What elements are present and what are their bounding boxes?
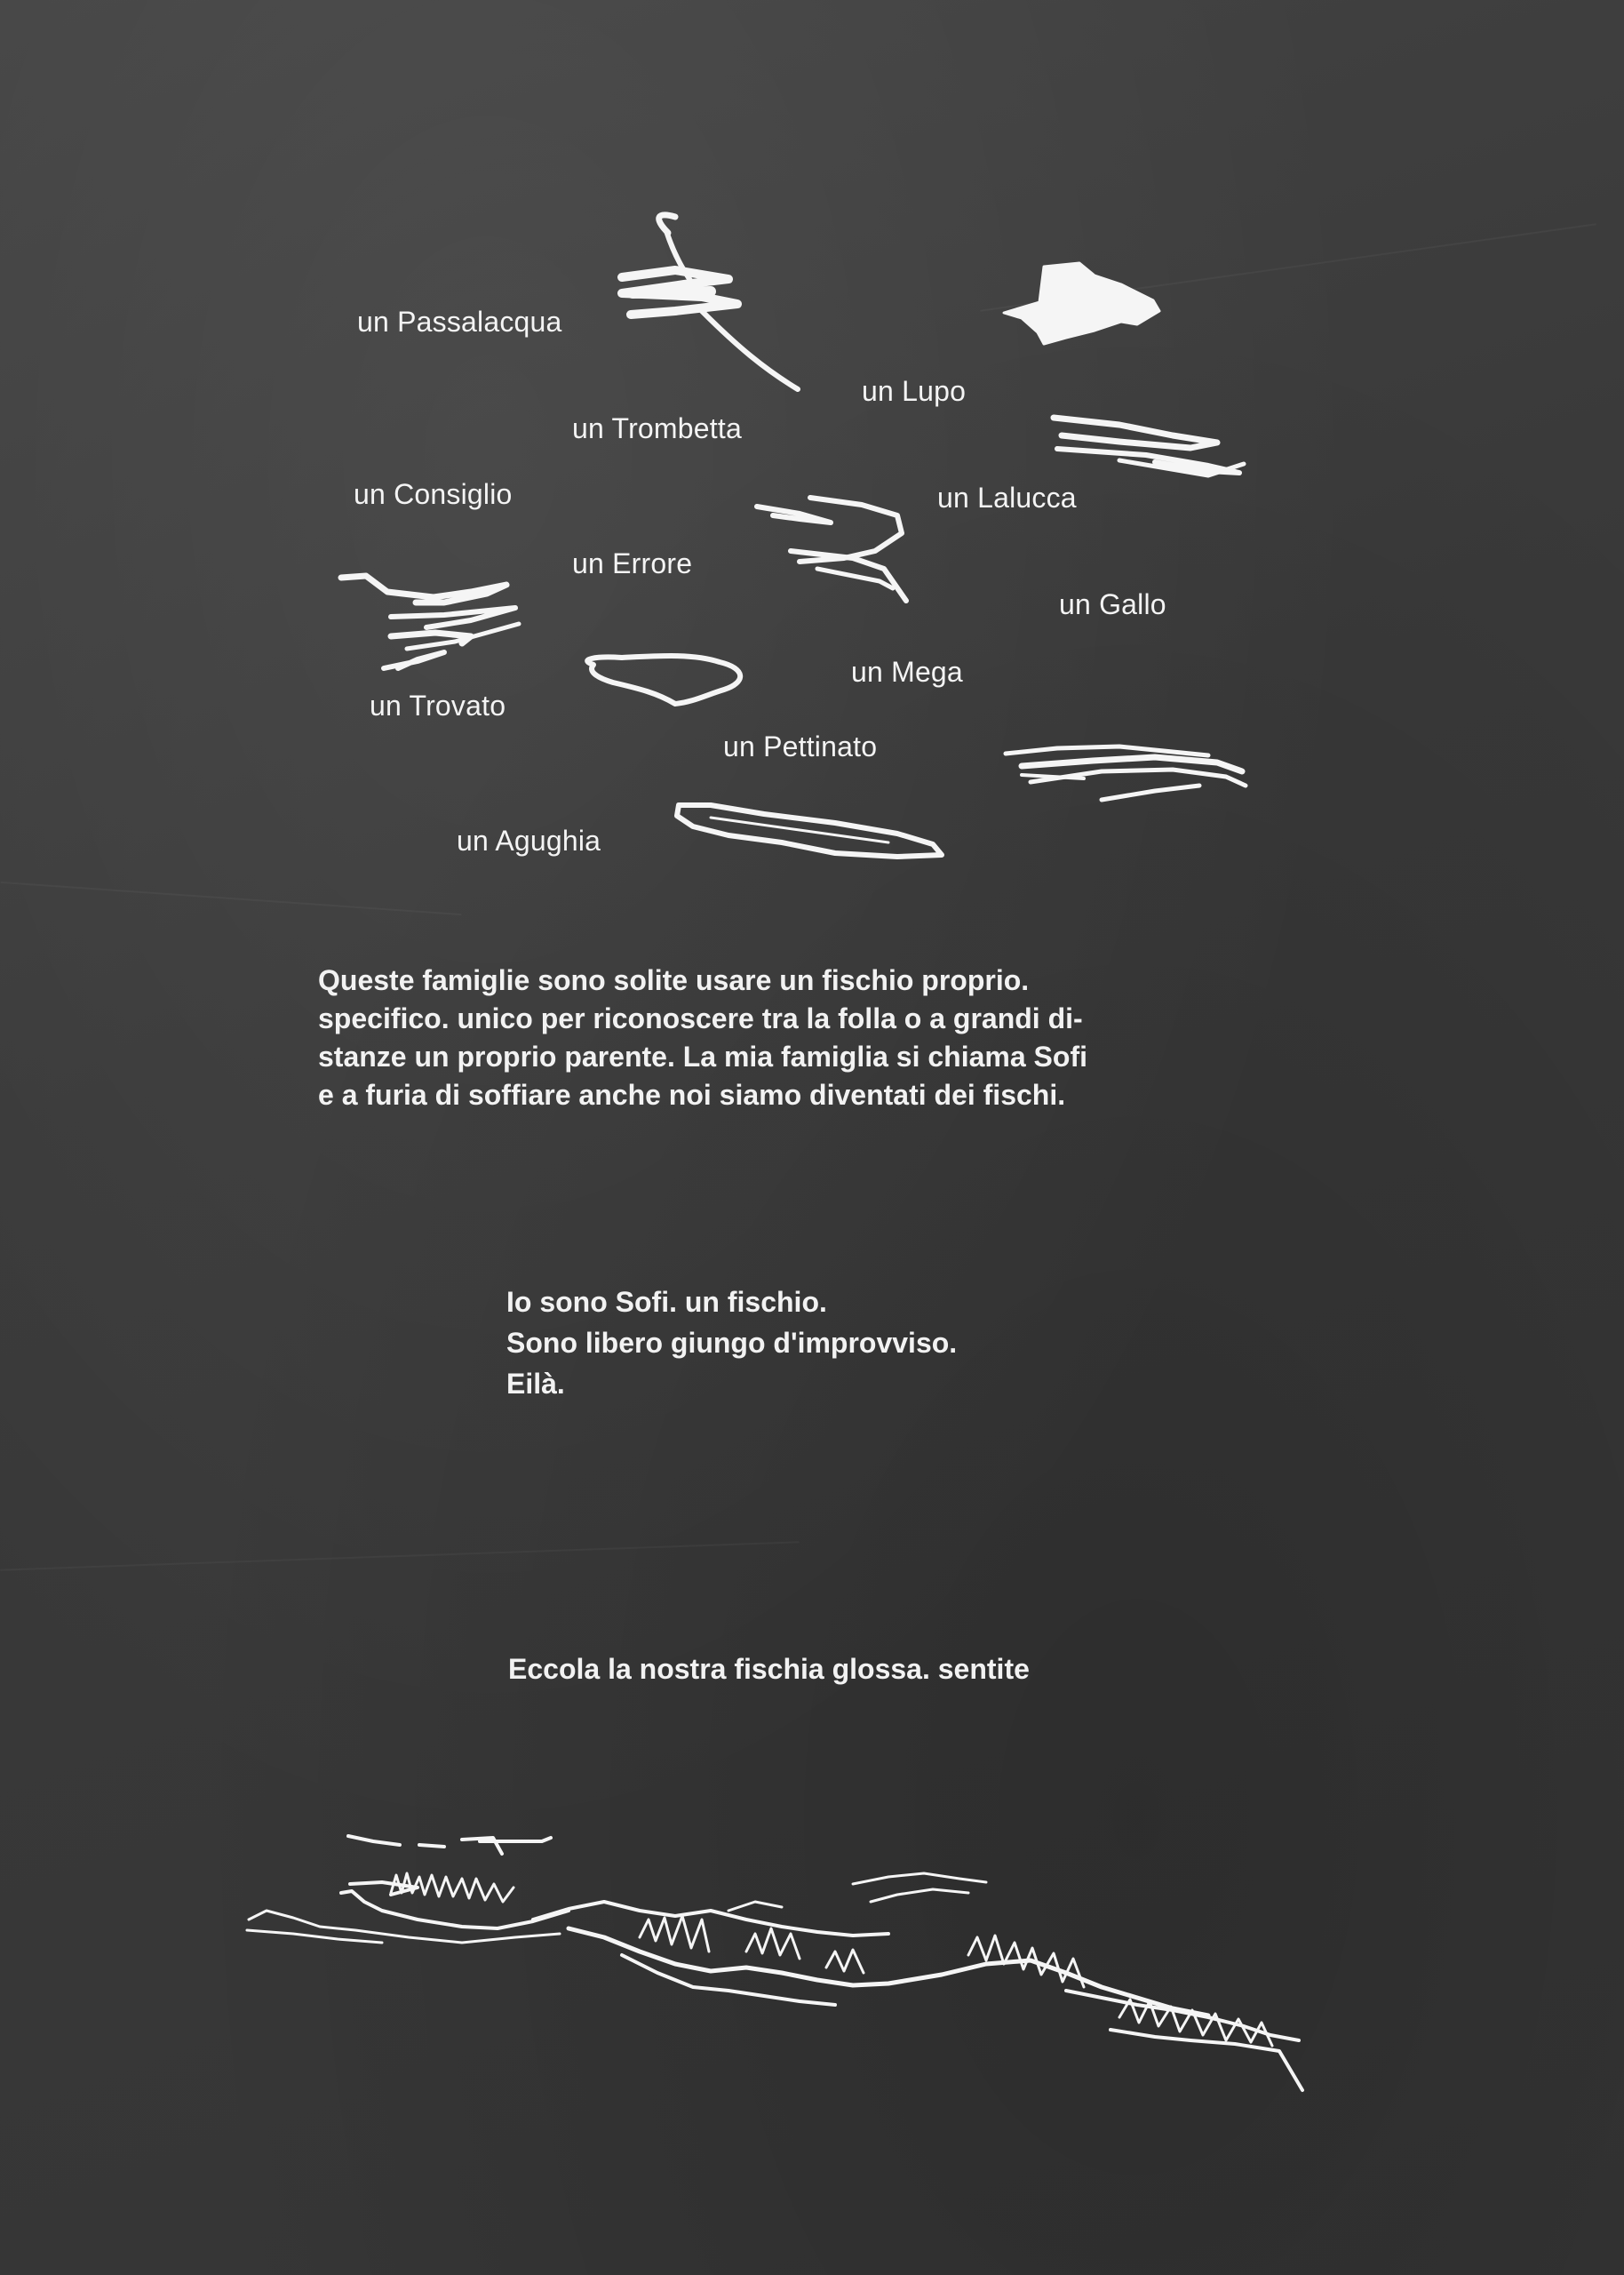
- poem-line: Sono libero giungo d'improvviso.: [506, 1327, 958, 1359]
- scribble-errore: [757, 498, 906, 601]
- family-name: un Trovato: [370, 690, 506, 722]
- closing-line: Eccola la nostra fischia glossa. sentite: [508, 1653, 1030, 1685]
- paragraph-line: e a furia di soffiare anche noi siamo diventati dei fischi.: [318, 1079, 1066, 1111]
- scribble-lalucca: [1054, 418, 1244, 475]
- paragraph-line: specifico. unico per riconoscere tra la folla o a grandi di-: [318, 1002, 1083, 1034]
- scribble-agughia: [677, 805, 942, 857]
- family-name: un Errore: [572, 547, 693, 579]
- family-name: un Consiglio: [354, 478, 513, 510]
- scribble-passalacqua: [622, 215, 798, 389]
- scribble-glossa: [247, 1836, 1302, 2090]
- family-name: un Trombetta: [572, 412, 742, 444]
- family-name: un Passalacqua: [357, 306, 562, 338]
- poem-line: Io sono Sofi. un fischio.: [506, 1286, 827, 1318]
- family-name: un Agughia: [457, 825, 601, 857]
- scribble-gallo: [1006, 746, 1246, 800]
- scribble-lupo: [1004, 263, 1159, 344]
- poem-line: Eilà.: [506, 1368, 565, 1400]
- family-name: un Lupo: [862, 375, 967, 407]
- family-name: un Gallo: [1059, 588, 1166, 620]
- explanation-paragraph: [318, 962, 1224, 1114]
- scribble-mega: [587, 656, 740, 704]
- family-name: un Mega: [851, 656, 963, 688]
- paragraph-line: stanze un proprio parente. La mia famiglia si chiama Sofi: [318, 1041, 1087, 1073]
- scribble-consiglio: [341, 576, 519, 668]
- poem-stanza: [506, 1281, 957, 1404]
- paragraph-line: Queste famiglie sono solite usare un fischio proprio.: [318, 964, 1030, 996]
- family-name: un Pettinato: [723, 730, 878, 762]
- family-name: un Lalucca: [937, 482, 1077, 514]
